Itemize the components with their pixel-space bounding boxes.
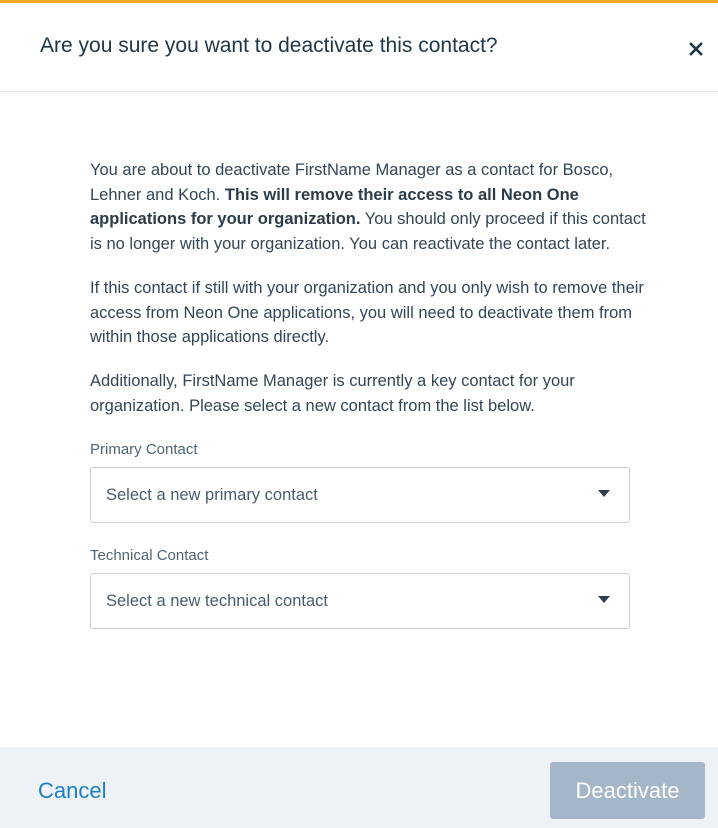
warning-paragraph (90, 158, 650, 257)
primary-contact-label: Primary Contact (90, 441, 198, 459)
info-paragraph: If this contact if still with your organization and you only wish to remove their access from Neon One applications, you will need to deactivate them from within those applications directly. (90, 278, 644, 347)
close-button[interactable] (684, 37, 708, 61)
warning-text-emphasis: This will remove their access to all Neon One applications for your organization. (90, 185, 579, 229)
warning-text-end: You should only proceed if this contact is no longer with your organization. You can reactivate the contact later. (90, 210, 646, 254)
primary-contact-select[interactable] (90, 467, 630, 523)
primary-contact-placeholder: Select a new primary contact (106, 486, 318, 505)
cancel-button[interactable]: Cancel (38, 778, 107, 803)
dialog-body (90, 158, 650, 629)
dialog-header (0, 3, 718, 92)
chevron-down-icon (598, 596, 610, 604)
close-icon (684, 37, 708, 61)
technical-contact-placeholder: Select a new technical contact (106, 592, 328, 611)
key-contact-paragraph: Additionally, FirstName Manager is currently a key contact for your organization. Please select a new contact from the list below. (90, 371, 575, 415)
warning-text-start: You are about to deactivate FirstName Manager as a contact for Bosco, Lehner and Koch. (90, 161, 614, 204)
deactivate-button[interactable]: Deactivate (550, 762, 705, 819)
technical-contact-label: Technical Contact (90, 547, 209, 565)
chevron-down-icon (598, 490, 610, 498)
technical-contact-select[interactable] (90, 573, 630, 629)
dialog-title: Are you sure you want to deactivate this contact? (40, 34, 498, 57)
dialog-footer (0, 747, 718, 828)
